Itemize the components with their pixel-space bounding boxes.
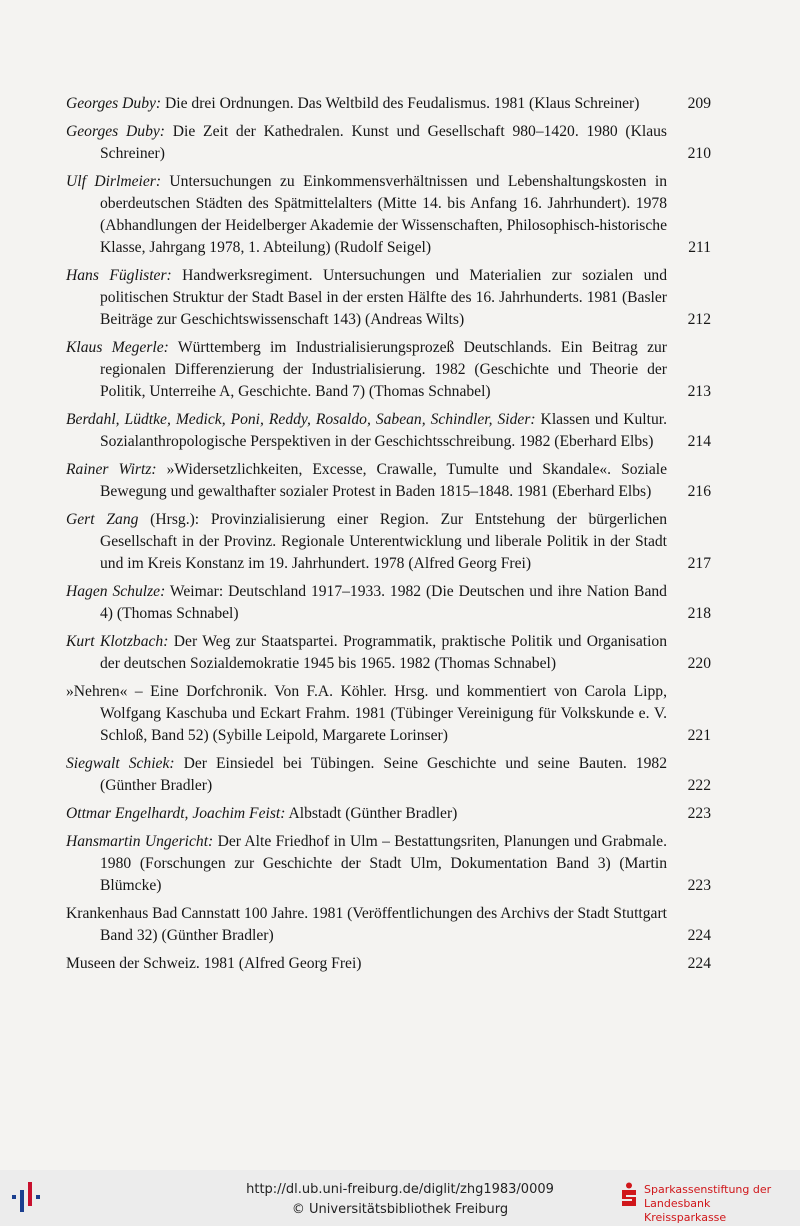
toc-entry [66,803,711,825]
toc-entry [66,459,711,503]
sponsor-line-1: Sparkassenstiftung der [644,1183,772,1196]
entry-text: Die Zeit der Kathedralen. Kunst und Gesellschaft 980–1420. 1980 (Klaus Schreiner) [100,123,668,162]
toc-entry [66,121,711,165]
entry-page-number: 218 [687,605,711,622]
entry-page-number: 216 [687,483,711,500]
toc-entry [66,171,711,259]
toc-entry [66,953,711,975]
entry-author: Georges Duby: [66,95,162,112]
entry-text: Württemberg im Industrialisierungsprozeß Deutschlands. Ein Beitrag zur regionalen Differenzierung der Industrialisierung. 1982 (Geschichte und Theorie der Politik, Unterreihe A, Geschichte. Band 7) (Thomas Schnabel) [100,339,667,400]
entry-page-number: 217 [687,555,711,572]
entry-page-number: 211 [688,239,711,256]
entry-author: Hans Füglister: [66,267,172,284]
entry-text: Der Alte Friedhof in Ulm – Bestattungsriten, Planungen und Grabmale. 1980 (Forschungen zur Geschichte der Stadt Ulm, Dokumentation Band 3) (Martin Blümcke) [100,833,667,894]
entry-page-number: 224 [687,927,711,944]
entry-text: Handwerksregiment. Untersuchungen und Materialien zur sozialen und politischen Struktur der Stadt Basel in der ersten Hälfte des 16. Jahrhunderts. 1981 (Basler Beiträge zur Geschichtswissenschaft 143) (Andreas Wilts) [100,267,667,328]
entry-page-number: 223 [687,877,711,894]
toc-entry [66,753,711,797]
entry-author: Klaus Megerle: [66,339,169,356]
entry-page-number: 210 [687,145,711,162]
entry-text: (Hrsg.): Provinzialisierung einer Region. Zur Entstehung der bürgerlichen Gesellschaft in der Provinz. Regionale Unterentwicklung und liberale Politik in der Stadt und im Kreis Konstanz im 19. Jahrhundert. 1978 (Alfred Georg Frei) [100,511,667,572]
entry-page-number: 222 [687,777,711,794]
entry-author: Ulf Dirlmeier: [66,173,162,190]
sparkasse-s-icon [620,1182,638,1208]
entry-page-number: 221 [687,727,711,744]
toc-entry [66,337,711,403]
entry-author: Hagen Schulze: [66,583,166,600]
entry-author: Rainer Wirtz: [66,461,157,478]
entry-text: Die drei Ordnungen. Das Weltbild des Feudalismus. 1981 (Klaus Schreiner) [161,95,640,112]
entry-page-number: 209 [687,95,711,112]
entry-author: Ottmar Engelhardt, Joachim Feist: [66,805,286,822]
toc-entry [66,265,711,331]
entry-page-number: 224 [687,955,711,972]
entry-author: Siegwalt Schiek: [66,755,175,772]
entry-text: Der Einsiedel bei Tübingen. Seine Geschichte und seine Bauten. 1982 (Günther Bradler) [100,755,667,794]
entry-text: Krankenhaus Bad Cannstatt 100 Jahre. 1981 (Veröffentlichungen des Archivs der Stadt Stuttgart Band 32) (Günther Bradler) [66,905,667,944]
toc-entry [66,409,711,453]
entry-author: Hansmartin Ungericht: [66,833,214,850]
entry-text: Untersuchungen zu Einkommensverhältnissen und Lebenshaltungskosten in oberdeutschen Städten des Spätmittelalters (Mitte 14. bis Anfang 16. Jahrhundert). 1978 (Abhandlungen der Heidelberger Akademie der Wissenschaften, Philosophisch-historische Klasse, Jahrgang 1978, 1. Abteilung) (Rudolf Seigel) [100,173,667,256]
entry-text: Klassen und Kultur. Sozialanthropologische Perspektiven in der Geschichtsschreibung. 1982 (Eberhard Elbs) [100,411,667,450]
entry-author: Berdahl, Lüdtke, Medick, Poni, Reddy, Rosaldo, Sabean, Schindler, Sider: [66,411,536,428]
sponsor-text [644,1183,794,1225]
footer-url[interactable]: http://dl.ub.uni-freiburg.de/diglit/zhg1983/0009 [246,1182,554,1197]
entry-author: Gert Zang [66,511,139,528]
toc-entry [66,509,711,575]
entry-page-number: 223 [687,805,711,822]
entry-author: Kurt Klotzbach: [66,633,169,650]
toc-entry [66,903,711,947]
table-of-contents [66,93,711,981]
viewer-footer [0,1170,800,1226]
entry-text: Der Weg zur Staatspartei. Programmatik, praktische Politik und Organisation der deutschen Sozialdemokratie 1945 bis 1965. 1982 (Thomas Schnabel) [100,633,667,672]
entry-page-number: 213 [687,383,711,400]
entry-author: Georges Duby: [66,123,165,140]
entry-page-number: 212 [687,311,711,328]
entry-page-number: 214 [687,433,711,450]
entry-text: »Nehren« – Eine Dorfchronik. Von F.A. Köhler. Hrsg. und kommentiert von Carola Lipp, Wolfgang Kaschuba und Eckart Frahm. 1981 (Tübinger Vereinigung für Volkskunde e. V. Schloß, Band 52) (Sybille Leipold, Margarete Lorinser) [66,683,667,744]
entry-page-number: 220 [687,655,711,672]
ub-freiburg-logo-icon [10,1178,46,1218]
entry-text: Weimar: Deutschland 1917–1933. 1982 (Die Deutschen und ihre Nation Band 4) (Thomas Schnabel) [100,583,667,622]
toc-entry [66,831,711,897]
sponsor-line-2: Landesbank Kreissparkasse [644,1197,727,1224]
entry-text: »Widersetzlichkeiten, Excesse, Crawalle, Tumulte und Skandale«. Soziale Bewegung und gewalthafter sozialer Protest in Baden 1815–1848. 1981 (Eberhard Elbs) [100,461,667,500]
toc-entry [66,681,711,747]
entry-text: Museen der Schweiz. 1981 (Alfred Georg Frei) [66,955,362,972]
entry-text: Albstadt (Günther Bradler) [285,805,458,822]
footer-copyright: © Universitätsbibliothek Freiburg [291,1202,509,1217]
toc-entry [66,581,711,625]
toc-entry [66,631,711,675]
toc-entry [66,93,711,115]
